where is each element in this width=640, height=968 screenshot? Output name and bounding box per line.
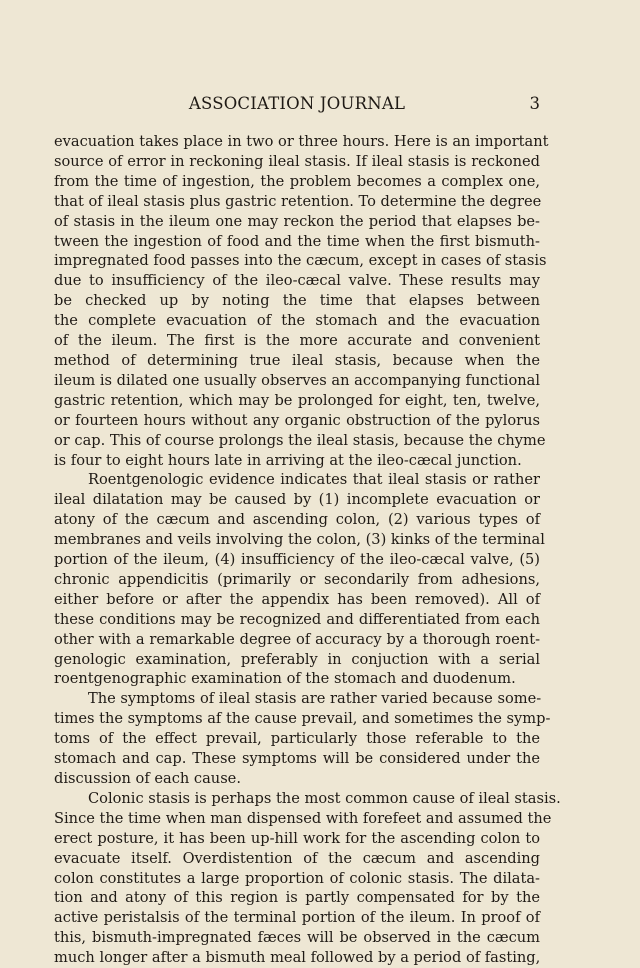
text-line: these conditions may be recognized and differentiated from each bbox=[54, 610, 540, 628]
page-number: 3 bbox=[529, 94, 540, 113]
text-line: much longer after a bismuth meal followed by a period of fasting, bbox=[54, 949, 541, 967]
text-line: active peristalsis of the terminal portion of the ileum. In proof of bbox=[54, 909, 540, 927]
text-line: portion of the ileum, (4) insufficiency of the ileo-cæcal valve, (5) bbox=[54, 551, 540, 569]
text-line: or cap. This of course prolongs the ileal stasis, because the chyme bbox=[54, 431, 546, 449]
text-line: stomach and cap. These symptoms will be considered under the bbox=[54, 750, 540, 768]
text-line: of the ileum. The first is the more accurate and convenient bbox=[54, 332, 540, 350]
body-text bbox=[54, 132, 561, 968]
text-line: other with a remarkable degree of accuracy by a thorough roent- bbox=[54, 630, 540, 648]
text-line: toms of the effect prevail, particularly those referable to the bbox=[54, 730, 540, 748]
text-line: genologic examination, preferably in conjuction with a serial bbox=[54, 650, 540, 668]
text-line: due to insufficiency of the ileo-cæcal valve. These results may bbox=[54, 272, 540, 290]
text-line: atony of the cæcum and ascending colon, (2) various types of bbox=[54, 511, 540, 529]
text-line: tion and atony of this region is partly compensated for by the bbox=[54, 889, 540, 907]
text-line: Colonic stasis is perhaps the most common cause of ileal stasis. bbox=[88, 789, 561, 807]
text-line: or fourteen hours without any organic obstruction of the pylorus bbox=[54, 411, 540, 429]
text-line: discussion of each cause. bbox=[54, 770, 241, 787]
text-line: the complete evacuation of the stomach and the evacuation bbox=[54, 312, 540, 330]
text-line: impregnated food passes into the cæcum, except in cases of stasis bbox=[54, 252, 547, 270]
text-line: evacuation takes place in two or three hours. Here is an important bbox=[54, 133, 549, 150]
text-line: be checked up by noting the time that elapses between bbox=[54, 292, 540, 310]
text-line: The symptoms of ileal stasis are rather varied because some- bbox=[88, 690, 542, 708]
text-line: ileum is dilated one usually observes an accompanying functional bbox=[54, 371, 541, 389]
text-line: source of error in reckoning ileal stasis. If ileal stasis is reckoned bbox=[54, 152, 540, 170]
text-line: of stasis in the ileum one may reckon the period that elapses be- bbox=[54, 212, 540, 230]
text-line: roentgenographic examination of the stomach and duodenum. bbox=[54, 670, 516, 688]
text-line: from the time of ingestion, the problem becomes a complex one, bbox=[54, 172, 540, 190]
text-line: chronic appendicitis (primarily or secondarily from adhesions, bbox=[54, 570, 540, 588]
text-line: colon constitutes a large proportion of colonic stasis. The dilata- bbox=[54, 869, 540, 887]
text-line: erect posture, it has been up-hill work for the ascending colon to bbox=[54, 829, 540, 847]
text-line: evacuate itself. Overdistention of the cæcum and ascending bbox=[54, 849, 540, 867]
text-line: gastric retention, which may be prolonged for eight, ten, twelve, bbox=[54, 391, 540, 409]
text-line: Roentgenologic evidence indicates that ileal stasis or rather bbox=[88, 471, 540, 489]
text-line: ileal dilatation may be caused by (1) incomplete evacuation or bbox=[54, 491, 540, 509]
running-title: ASSOCIATION JOURNAL bbox=[188, 94, 406, 113]
text-line: either before or after the appendix has been removed). All of bbox=[54, 590, 540, 608]
text-line: times the symptoms af the cause prevail, and sometimes the symp- bbox=[54, 710, 551, 728]
text-line: is four to eight hours late in arriving at the ileo-cæcal junction. bbox=[54, 451, 522, 469]
text-line: method of determining true ileal stasis, because when the bbox=[54, 351, 540, 369]
text-line: tween the ingestion of food and the time when the first bismuth- bbox=[54, 232, 540, 250]
text-line: that of ileal stasis plus gastric retention. To determine the degree bbox=[54, 192, 542, 210]
text-line: membranes and veils involving the colon, (3) kinks of the terminal bbox=[54, 531, 545, 549]
text-line: this, bismuth-impregnated fæces will be observed in the cæcum bbox=[54, 929, 540, 947]
text-line: Since the time when man dispensed with forefeet and assumed the bbox=[54, 809, 552, 827]
page-header bbox=[54, 94, 540, 118]
